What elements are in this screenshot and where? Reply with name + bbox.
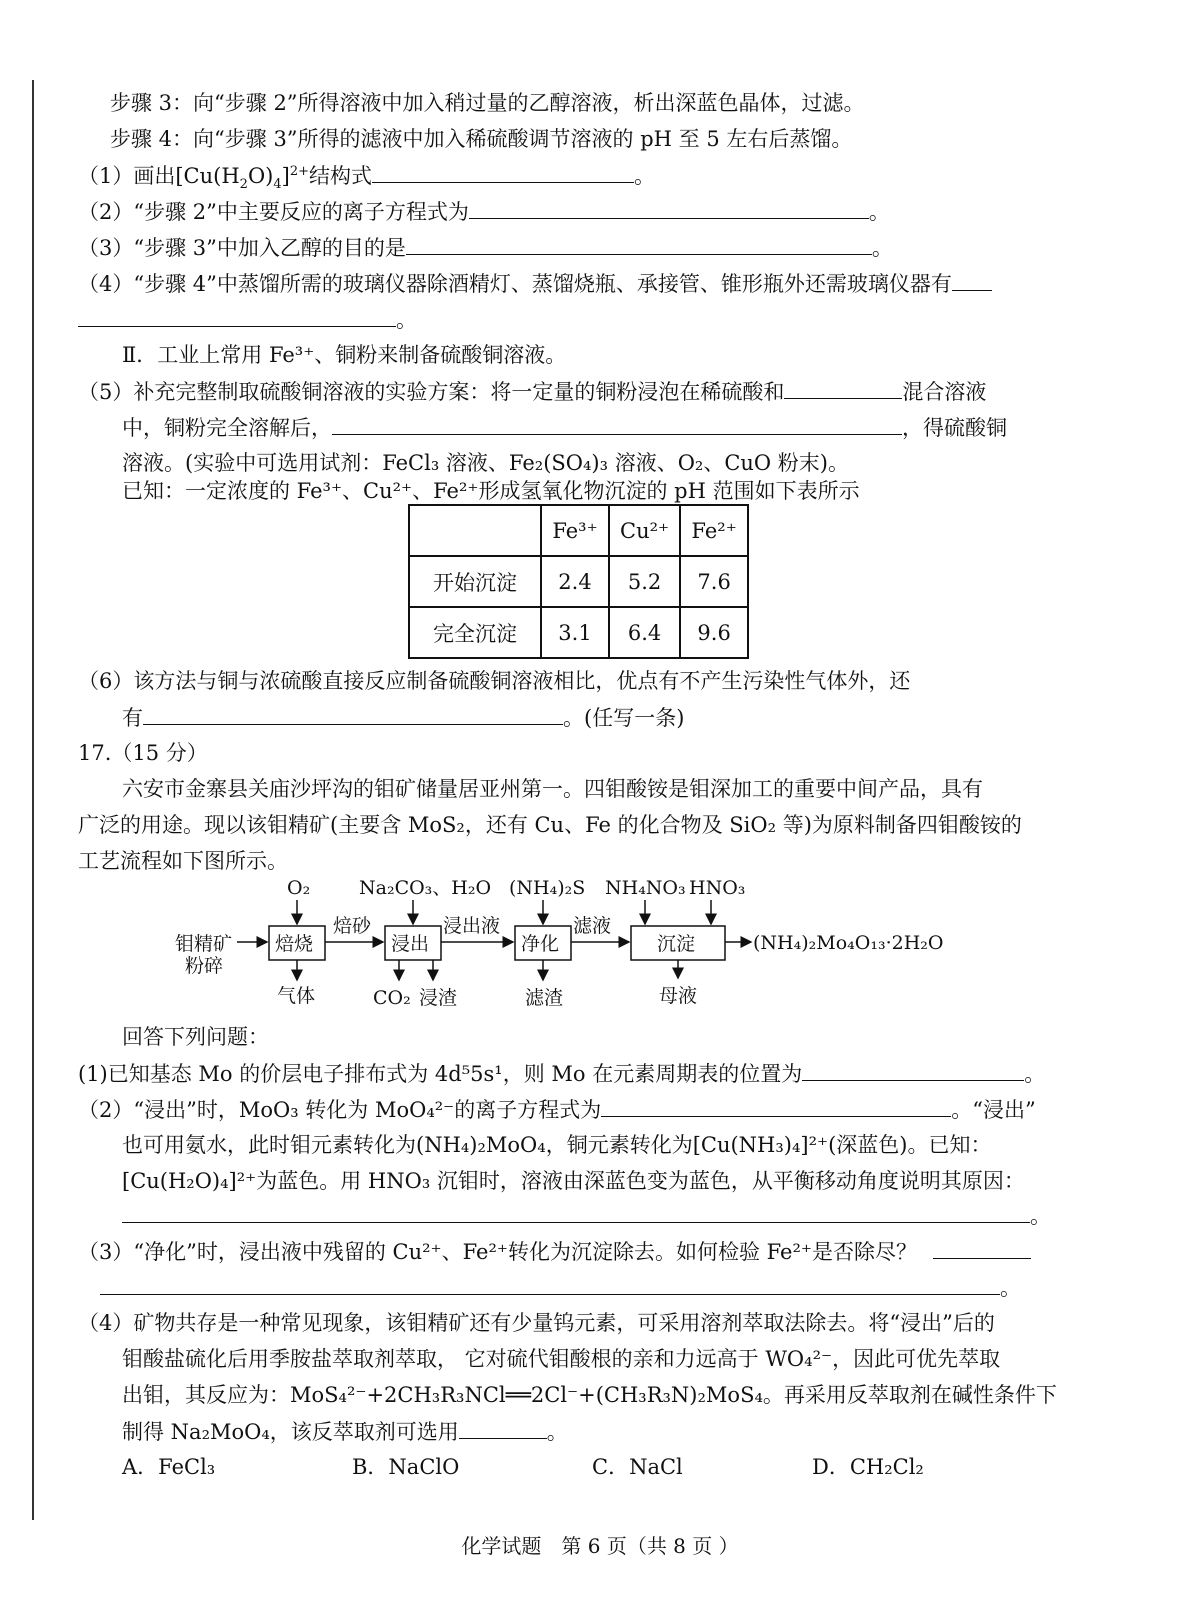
table-header-cell: Fe³⁺ xyxy=(541,505,609,556)
answer-blank[interactable] xyxy=(406,232,872,255)
answer-blank[interactable] xyxy=(469,196,869,219)
ph-table xyxy=(408,504,749,659)
table-header-cell: Cu²⁺ xyxy=(609,505,680,556)
page-footer: 化学试题 第 6 页（共 8 页 ） xyxy=(461,1534,739,1558)
flow-output-residue: 浸渣 xyxy=(419,987,458,1009)
flow-input-1: 钼精矿 xyxy=(175,933,233,955)
step4-text: 步骤 4：向“步骤 3”所得的滤液中加入稀硫酸调节溶液的 pH 至 5 左右后蒸馏。 xyxy=(110,127,853,151)
answer-blank[interactable] xyxy=(802,1058,1024,1081)
choice-b[interactable]: B．NaClO xyxy=(352,1455,460,1479)
flow-mid-leachate: 浸出液 xyxy=(443,915,501,937)
q17-4-line3: 出钼，其反应为：MoS₄²⁻+2CH₃R₃NCl══2Cl⁻+(CH₃R₃N)₂MoS₄。再采用反萃取剂在碱性条件下 xyxy=(122,1383,1057,1407)
flow-step-precipitate: 沉淀 xyxy=(657,933,696,955)
q17-2-line2: 也可用氨水，此时钼元素转化为(NH₄)₂MoO₄，铜元素转化为[Cu(NH₃)₄]²⁺(深蓝色)。已知： xyxy=(122,1133,992,1157)
answer-blank[interactable] xyxy=(78,304,396,327)
q17-3: （3）“净化”时，浸出液中残留的 Cu²⁺、Fe²⁺转化为沉淀除去。如何检验 Fe²⁺是否除尽？ xyxy=(78,1236,1031,1267)
flow-input-2: 粉碎 xyxy=(185,955,224,977)
flow-step-purify: 净化 xyxy=(521,933,560,955)
answer-blank[interactable] xyxy=(459,1416,547,1439)
choice-c[interactable]: C．NaCl xyxy=(592,1455,683,1479)
table-row-label: 完全沉淀 xyxy=(409,607,541,658)
step3-text: 步骤 3：向“步骤 2”所得溶液中加入稍过量的乙醇溶液，析出深蓝色晶体，过滤。 xyxy=(110,91,865,115)
question-17-heading: 17.（15 分） xyxy=(78,741,208,765)
flow-reagent-hno3: HNO₃ xyxy=(689,880,746,899)
table-cell: 5.2 xyxy=(609,556,680,607)
margin-line xyxy=(32,80,34,1520)
question-5: （5）补充完整制取硫酸铜溶液的实验方案：将一定量的铜粉浸泡在稀硫酸和 混合溶液 xyxy=(78,376,986,407)
question-5-line3: 溶液。(实验中可选用试剂：FeCl₃ 溶液、Fe₂(SO₄)₃ 溶液、O₂、CuO 粉末)。 xyxy=(122,451,849,475)
answer-blank[interactable] xyxy=(601,1094,951,1117)
flow-output-gas: 气体 xyxy=(277,985,316,1007)
answer-blank[interactable] xyxy=(122,1200,1030,1223)
section-2-heading: Ⅱ．工业上常用 Fe³⁺、铜粉来制备硫酸铜溶液。 xyxy=(122,343,567,367)
question-4: （4）“步骤 4”中蒸馏所需的玻璃仪器除酒精灯、蒸馏烧瓶、承接管、锥形瓶外还需玻璃仪器有 xyxy=(78,268,992,299)
question-6-line2: 有 。(任写一条) xyxy=(122,702,684,733)
table-header-row xyxy=(409,505,748,556)
question-5-line2: 中，铜粉完全溶解后， ，得硫酸铜 xyxy=(122,412,1007,443)
table-row-label: 开始沉淀 xyxy=(409,556,541,607)
question-2: （2）“步骤 2”中主要反应的离子方程式为 。 xyxy=(78,196,890,227)
q17-3-line2: 。 xyxy=(100,1272,1021,1303)
q17-4: （4）矿物共存是一种常见现象，该钼精矿还有少量钨元素，可采用溶剂萃取法除去。将“浸出”后的 xyxy=(78,1311,995,1335)
answer-lead: 回答下列问题： xyxy=(122,1025,269,1049)
answer-blank[interactable] xyxy=(933,1236,1031,1259)
choice-a[interactable]: A．FeCl₃ xyxy=(122,1455,216,1479)
flow-reagent-o2: O₂ xyxy=(287,880,311,899)
table-cell: 6.4 xyxy=(609,607,680,658)
intro-line-3: 工艺流程如下图所示。 xyxy=(78,849,288,873)
q17-2: （2）“浸出”时，MoO₃ 转化为 MoO₄²⁻的离子方程式为 。“浸出” xyxy=(78,1094,1036,1125)
intro-line-2: 广泛的用途。现以该钼精矿(主要含 MoS₂，还有 Cu、Fe 的化合物及 SiO₂ 等)为原料制备四钼酸铵的 xyxy=(78,813,1022,837)
table-header-cell: Fe²⁺ xyxy=(680,505,748,556)
flow-output-mother-liquor: 母液 xyxy=(659,985,698,1007)
table-cell: 7.6 xyxy=(680,556,748,607)
choice-d[interactable]: D．CH₂Cl₂ xyxy=(812,1455,924,1479)
flow-output-co2: CO₂ xyxy=(373,987,411,1009)
table-row xyxy=(409,607,748,658)
question-4-cont: 。 xyxy=(78,304,417,335)
table-cell: 3.1 xyxy=(541,607,609,658)
flow-mid-calcine: 焙砂 xyxy=(333,915,372,937)
question-6: （6）该方法与铜与浓硫酸直接反应制备硫酸铜溶液相比，优点有不产生污染性气体外，还 xyxy=(78,669,911,693)
flow-product: (NH₄)₂Mo₄O₁₃·2H₂O xyxy=(753,932,944,954)
table-row xyxy=(409,556,748,607)
table-cell: 9.6 xyxy=(680,607,748,658)
flow-mid-filtrate: 滤液 xyxy=(573,915,612,937)
q17-2-line3: [Cu(H₂O)₄]²⁺为蓝色。用 HNO₃ 沉钼时，溶液由深蓝色变为蓝色，从平衡移动角度说明其原因： xyxy=(122,1169,1025,1193)
known-text: 已知：一定浓度的 Fe³⁺、Cu²⁺、Fe²⁺形成氢氧化物沉淀的 pH 范围如下表所示 xyxy=(122,479,860,503)
q17-1: (1)已知基态 Mo 的价层电子排布式为 4d⁵5s¹，则 Mo 在元素周期表的位置为 。 xyxy=(78,1058,1045,1089)
question-1: （1）画出$[Cu(H_2O)_4]^{2+}$结构式 。 xyxy=(78,160,655,191)
process-flow-diagram xyxy=(175,880,995,1040)
answer-blank[interactable] xyxy=(100,1272,1000,1295)
q17-4-line4: 制得 Na₂MoO₄，该反萃取剂可选用 。 xyxy=(122,1416,568,1447)
answer-blank[interactable] xyxy=(372,160,634,183)
flow-step-roast: 焙烧 xyxy=(275,933,314,955)
q17-2-line4: 。 xyxy=(122,1200,1051,1231)
question-3: （3）“步骤 3”中加入乙醇的目的是 。 xyxy=(78,232,893,263)
flow-output-filter-residue: 滤渣 xyxy=(525,987,564,1009)
table-corner-cell xyxy=(409,505,541,556)
answer-blank[interactable] xyxy=(952,268,992,291)
flow-reagent-nh4-2s: (NH₄)₂S xyxy=(509,880,586,899)
q17-4-line2: 钼酸盐硫化后用季胺盐萃取剂萃取， 它对硫代钼酸根的亲和力远高于 WO₄²⁻，因此可优先萃取 xyxy=(122,1347,1001,1371)
flow-step-leach: 浸出 xyxy=(391,933,430,955)
answer-blank[interactable] xyxy=(143,702,563,725)
flow-reagent-nh4no3: NH₄NO₃ xyxy=(605,880,686,899)
table-cell: 2.4 xyxy=(541,556,609,607)
flow-reagent-na2co3: Na₂CO₃、H₂O xyxy=(359,880,492,899)
answer-blank[interactable] xyxy=(332,412,902,435)
intro-line-1: 六安市金寨县关庙沙坪沟的钼矿储量居亚州第一。四钼酸铵是钼深加工的重要中间产品，具有 xyxy=(122,777,983,801)
answer-blank[interactable] xyxy=(784,376,902,399)
